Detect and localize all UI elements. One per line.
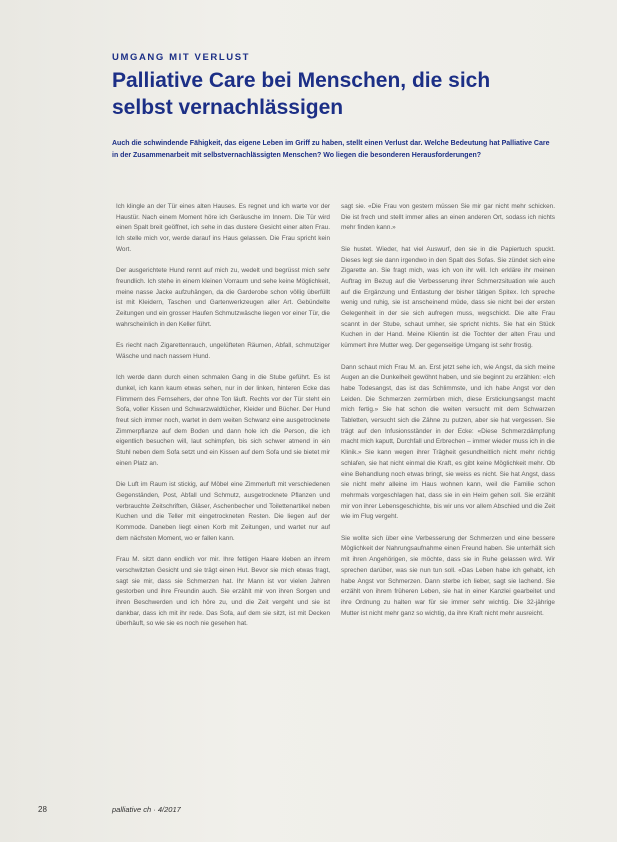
paragraph: Ich werde dann durch einen schmalen Gang in die Stube geführt. Es ist dunkel, ich kann kaum etwas sehen, nur in der linken, hinteren Ecke das Flimmern des Fernsehers, der ohne Ton läuft. Rechts vor der Tür steht ein Sofa, voller Kissen und Schwarzwaldtücher, Kleider und Bücher. Der Hund freut sich immer noch, wartet in dem weiten Schwanz eine ausgetrocknete Zimmerpflanze auf dem Boden und dann hole ich die Person, die ich eigentlich besuchen will, laut schimpfen, bis sich schwer atmend in ein Stuhl neben dem Sofa setzt und ein Kissen auf dem Sofa und sie bietet mir einen Platz an. (116, 374, 330, 467)
paragraph: Dann schaut mich Frau M. an. Erst jetzt sehe ich, wie Angst, da sich meine Augen an die Dunkelheit gewöhnt haben, und sie beginnt zu erzählen: «Ich habe Todesangst, das ist das Schlimmste, und ich habe Angst vor den Leiden. Die Schmerzen zermürben mich, diese Erstickungsangst macht mich fertig.» Sie hat schon die weiten versucht mit dem Schwarzen Tabletten, versucht sich die Zähne zu putzen, aber sie hat vergessen. Sie trägt auf den Infusionsständer in der Ecke: «Diese Schmerzdämpfung macht mich kaputt, Durchfall und Erbrechen – immer wieder muss ich in die Klinik.» Sie kann wegen ihrer Trägheit gesundheitlich nicht mehr richtig schlafen, sie hat nicht einmal die Kraft, es gibt keine Möglichkeit mehr. Ob eine Behandlung noch etwas bringt, sie weiss es nicht. Sie hat Angst, dass sie nicht mehr alleine im Haus wohnen kann, weil die Familie schon mehrmals vorgeschlagen hat, dass sie in ein Heim gehen soll. Sie erzählt mir von ihrer Lebensgeschichte, bis wir uns vor allem Abschied und die Zeit wie im Flug vergeht. (341, 363, 555, 521)
left-text-column (116, 202, 330, 641)
paragraph: Die Luft im Raum ist stickig, auf Möbel eine Zimmerluft mit verschiedenen Gegenständen, Post, Abfall und Schmutz, ausgetrocknete Pflanzen und verbrauchte Zeitschriften, Gläser, Aschenbecher und Toilettenartikel neben Kuchen und die Teller mit eingetrockneten Resten. Die liegen auf der Kommode. Daneben liegt einen Korb mit Zeitungen, und wartet nur auf dem nächsten Moment, wo er fallen kann. (116, 481, 330, 542)
right-text-column (341, 202, 555, 630)
paragraph: Der ausgerichtete Hund rennt auf mich zu, wedelt und begrüsst mich sehr freundlich. Ich stehe in einem kleinen Vorraum und sehe keine Möglichkeit, meine nasse Jacke aufzuhängen, da die Garderobe schon völlig überfüllt ist mit Kleidern, Taschen und Gartenwerkzeugen aller Art. Gebündelte Zeitungen und ein grosser Haufen Schmutzwäsche liegen vor einer Tür, die wahrscheinlich in den Keller führt. (116, 267, 330, 328)
paragraph: Frau M. sitzt dann endlich vor mir. Ihre fettigen Haare kleben an ihrem verschwitzten Gesicht und sie trägt einen Hut. Bevor sie mich etwas fragt, sagt sie mir, dass sie Schmerzen hat. Ihr Mann ist vor vielen Jahren gestorben und ihre Freundin auch. Sie erzählt mir von ihren Sorgen und ihren Beschwerden und ich höre zu, und die Zeit vergeht und sie ist dankbar, dass ich mit ihr rede. Das Sofa, auf dem sie sitzt, ist mit Decken überhäuft, so wie sie es noch nie gesehen hat. (116, 556, 330, 628)
magazine-footer: palliative ch · 4/2017 (112, 805, 181, 814)
article-title: Palliative Care bei Menschen, die sich selbst vernachlässigen (112, 69, 491, 119)
paragraph: Es riecht nach Zigarettenrauch, ungelüfteten Räumen, Abfall, schmutziger Wäsche und nach nassem Hund. (116, 342, 330, 360)
section-kicker: UMGANG MIT VERLUST (112, 52, 251, 63)
paragraph: Sie wollte sich über eine Verbesserung der Schmerzen und eine bessere Möglichkeit der Nahrungsaufnahme einen Freund haben. Sie unterhält sich mit ihren Angehörigen, sie möchte, dass sie in Ruhe gelassen wird. Wir sprechen darüber, was sie nun tun soll. «Das Leben habe ich gehabt, ich habe Angst vor Schmerzen. Dann sterbe ich lieber, sagt sie lachend. Sie erzählt von ihrem früheren Leben, sie hat in einer Kanzlei gearbeitet und ihre Ordnung zu halten war für sie immer sehr wichtig. Die 32-jährige Mutter ist nicht mehr ganz so wichtig, da ihre Kraft nicht mehr ausreicht. (341, 534, 555, 617)
page-number: 28 (38, 805, 47, 814)
paragraph: Sie hustet. Wieder, hat viel Auswurf, den sie in die Papiertuch spuckt. Dieses legt sie dann irgendwo in den Spalt des Sofas. Sie zündet sich eine Zigarette an. Sie fragt mich, was ich von ihr will. Ich erkläre ihr meinen Auftrag im Bezug auf die Verbesserung ihrer Schmerzsituation wie auch auf die Ergänzung und Entlastung der bisher tätigen Spitex. Ich spreche wenig und ruhig, sie ist anscheinend müde, dass sie nicht bei der ersten Gelegenheit in der sie sich aufregen muss, wegschickt. Die alte Frau scannt in der Stube, schaut umher, sie spricht nichts. Sie hat ein Stück Kuchen in der Hand. Meine Klientin ist die Tochter der alten Frau und kümmert ihre Mutter weg. Der gegenseitige Umgang ist sehr frostig. (341, 245, 555, 350)
paragraph: sagt sie. «Die Frau von gestern müssen Sie mir gar nicht mehr schicken. Die ist frech und stellt immer alles an einen anderen Ort, sodass ich nichts mehr finden kann.» (341, 203, 555, 232)
paragraph: Ich klingle an der Tür eines alten Hauses. Es regnet und ich warte vor der Haustür. Nach einem Moment höre ich Geräusche im Innern. Die Tür wird einen Spalt breit geöffnet, ich sehe in das dustere Gesicht einer alten Frau. Ich stelle mich vor, werde darauf ins Haus gelassen. Die Frau spricht kein Wort. (116, 203, 330, 253)
article-lead: Auch die schwindende Fähigkeit, das eigene Leben im Griff zu haben, stellt einen Verlust dar. Welche Bedeutung hat Palliative Care in der Zusammenarbeit mit selbstvernachlässigten Menschen? Wo liegen die besonderen Herausforderungen? (112, 140, 550, 159)
